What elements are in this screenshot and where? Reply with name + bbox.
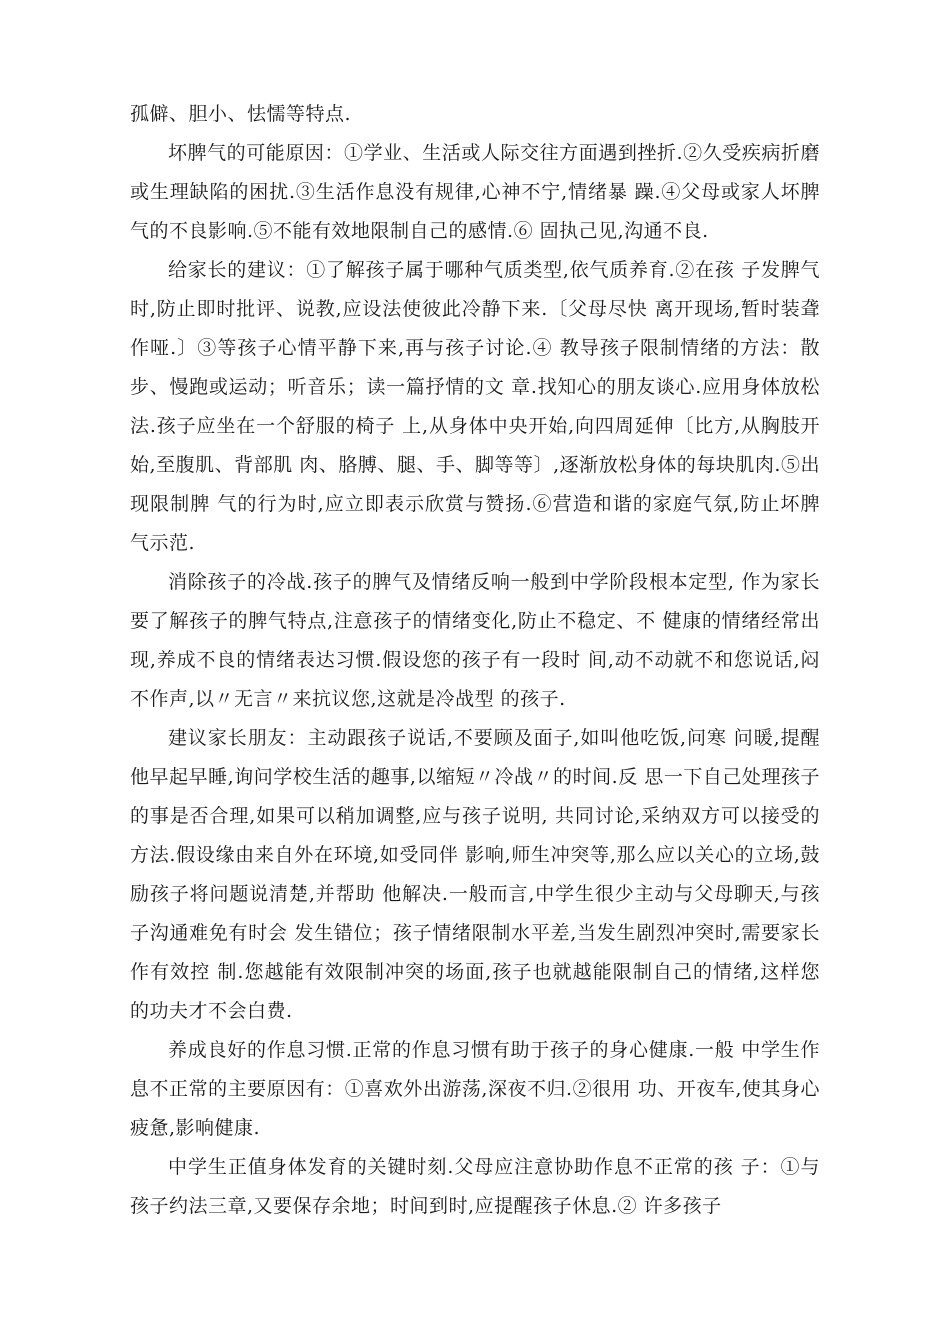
paragraph-1: 孤僻、胆小、怯懦等特点. [130,103,352,125]
paragraph-6: 养成良好的作息习惯.正常的作息习惯有助于孩子的身心健康.一般 中学生作息不正常的主要原因有：①喜欢外出游荡,深夜不归.②很用 功、开夜车,使其身心疲惫,影响健康. [130,1039,820,1139]
paragraph-2: 坏脾气的可能原因：①学业、生活或人际交往方面遇到挫折.②久受疾病折磨或生理缺陷的困扰.③生活作息没有规律,心神不宁,情绪暴 躁.④父母或家人坏脾气的不良影响.⑤不能有效地限制自己的感情.⑥ 固执己见,沟通不良. [130,142,820,242]
paragraph-3: 给家长的建议：①了解孩子属于哪种气质类型,依气质养育.②在孩 子发脾气时,防止即时批评、说教,应设法使彼此冷静下来.〔父母尽快 离开现场,暂时装聋作哑.〕③等孩子心情平静下来,再与孩子讨论.④ 教导孩子限制情绪的方法：散步、慢跑或运动；听音乐；读一篇抒情的文 章.找知心的朋友谈心.应用身体放松法.孩子应坐在一个舒服的椅子 上,从身体中央开始,向四周延伸〔比方,从胸肢开始,至腹肌、背部肌 肉、胳膊、腿、手、脚等等〕,逐渐放松身体的每块肌肉.⑤出现限制脾 气的行为时,应立即表示欣赏与赞扬.⑥营造和谐的家庭气氛,防止坏脾 气示范. [130,259,820,554]
paragraph-5: 建议家长朋友：主动跟孩子说话,不要顾及面子,如叫他吃饭,问寒 问暖,提醒他早起早睡,询问学校生活的趣事,以缩短〃冷战〃的时间.反 思一下自己处理孩子的事是否合理,如果可以稍加调整,应与孩子说明, 共同讨论,采纳双方可以接受的方法.假设缘由来自外在环境,如受同伴 影响,师生冲突等,那么应以关心的立场,鼓励孩子将问题说清楚,并帮助 他解决.一般而言,中学生很少主动与父母聊天,与孩子沟通难免有时会 发生错位；孩子情绪限制水平差,当发生剧烈冲突时,需要家长作有效控 制.您越能有效限制冲突的场面,孩子也就越能限制自己的情绪,这样您 的功夫才不会白费. [130,727,820,1022]
paragraph-4: 消除孩子的冷战.孩子的脾气及情绪反响一般到中学阶段根本定型, 作为家长要了解孩子的脾气特点,注意孩子的情绪变化,防止不稳定、不 健康的情绪经常出现,养成不良的情绪表达习惯.假设您的孩子有一段时 间,动不动就不和您说话,闷不作声,以〃无言〃来抗议您,这就是冷战型 的孩子. [130,571,820,710]
paragraph-7: 中学生正值身体发育的关键时刻.父母应注意协助作息不正常的孩 子：①与孩子约法三章,又要保存余地；时间到时,应提醒孩子休息.② 许多孩子 [130,1156,820,1217]
document-body [130,95,820,1226]
